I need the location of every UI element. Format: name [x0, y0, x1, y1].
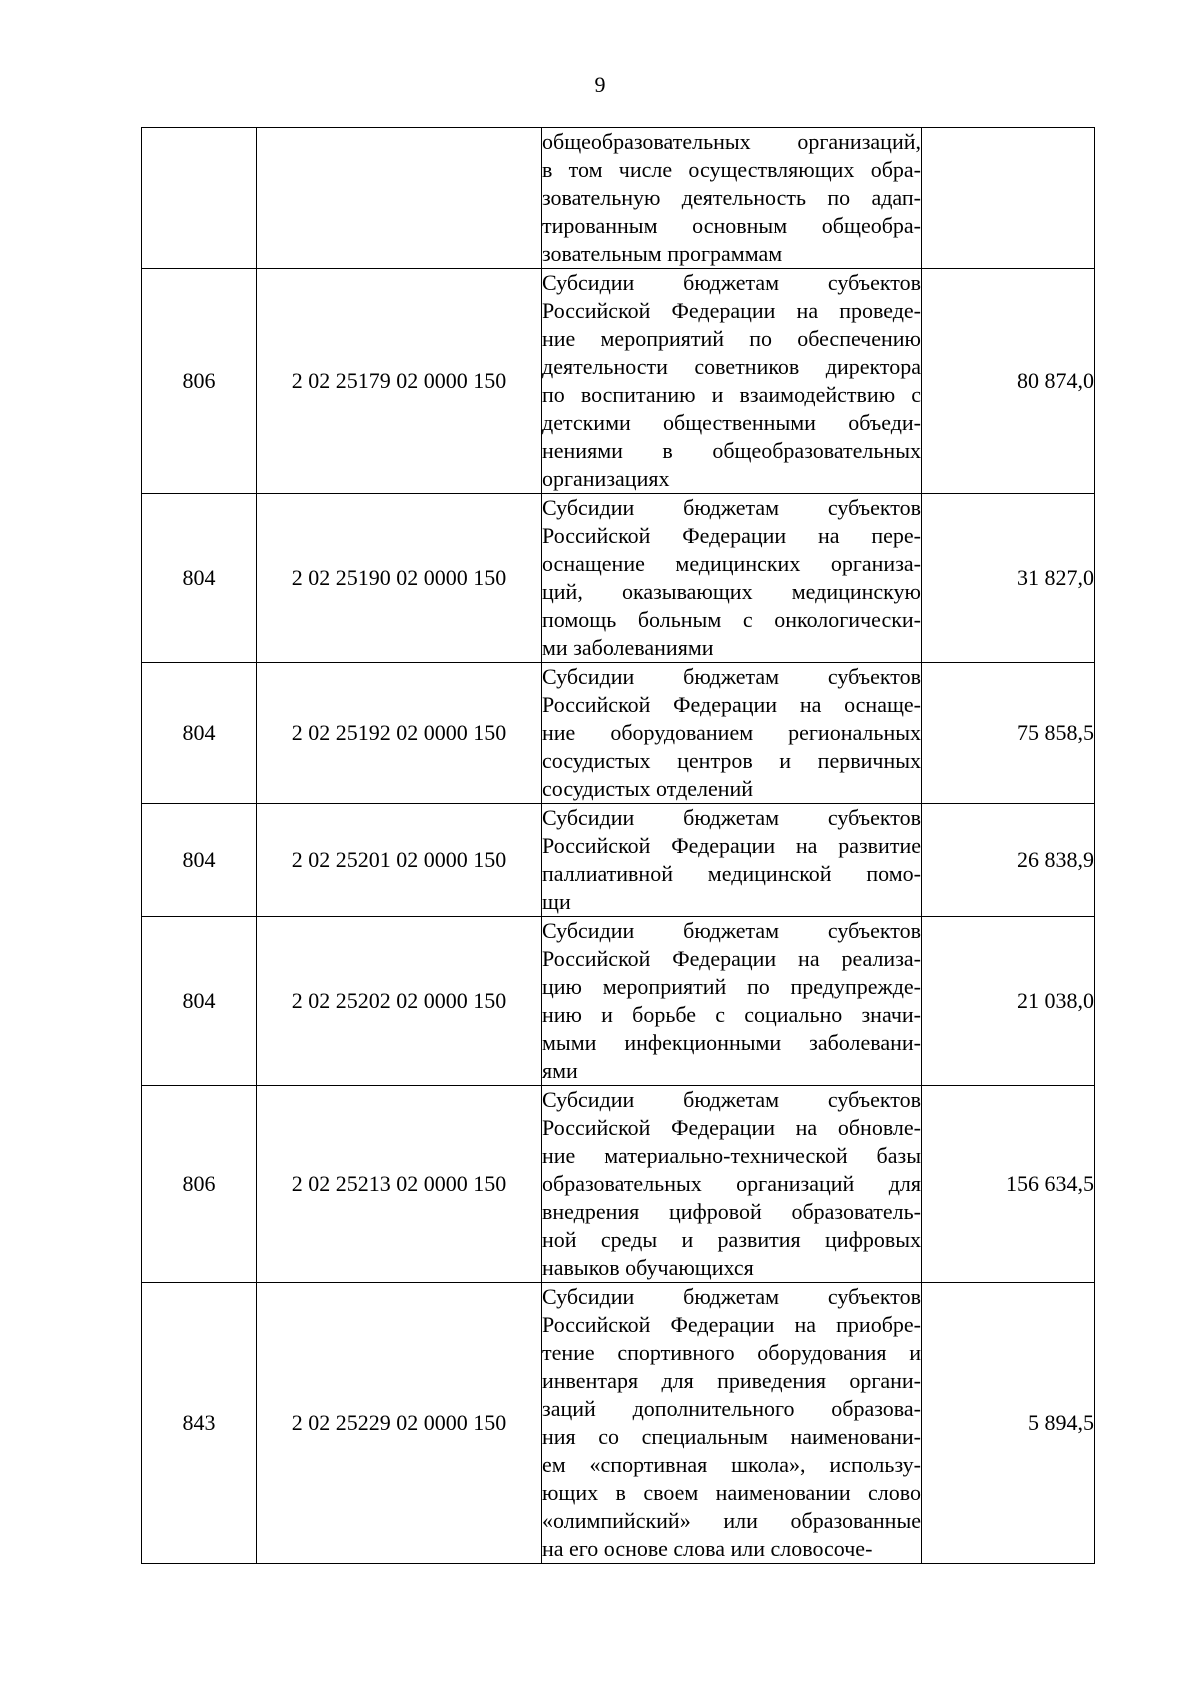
revenue-name-line: щи — [542, 889, 571, 914]
budget-classification-code-cell: 2 02 25229 02 0000 150 — [257, 1283, 542, 1564]
revenue-name-cell — [542, 128, 922, 269]
revenue-name-line: ем «спортивная школа», использу- — [542, 1452, 921, 1477]
revenue-name-line: нию и борьбе с социально значи- — [542, 1002, 921, 1027]
revenue-name-line: ние мероприятий по обеспечению — [542, 326, 921, 351]
revenue-name-line: Субсидии бюджетам субъектов — [542, 495, 921, 520]
amount-cell: 80 874,0 — [922, 269, 1095, 494]
amount-cell — [922, 128, 1095, 269]
budget-classification-code-cell — [257, 128, 542, 269]
revenue-name-line: Субсидии бюджетам субъектов — [542, 664, 921, 689]
revenue-name-line: зовательным программам — [542, 241, 783, 266]
admin-code-cell: 804 — [142, 804, 257, 917]
revenue-name-line: оснащение медицинских организа- — [542, 551, 921, 576]
revenue-name-line: ями — [542, 1058, 578, 1083]
admin-code-cell: 806 — [142, 1086, 257, 1283]
revenue-name-line: навыков обучающихся — [542, 1255, 754, 1280]
revenue-name-line: по воспитанию и взаимодействию с — [542, 382, 921, 407]
revenue-name-line: внедрения цифровой образователь- — [542, 1199, 921, 1224]
revenue-name-line: ние материально-технической базы — [542, 1143, 921, 1168]
table-row — [142, 128, 1095, 269]
amount-cell: 26 838,9 — [922, 804, 1095, 917]
revenue-name-line: Российской Федерации на обновле- — [542, 1115, 921, 1140]
revenue-name-line: ния со специальным наименовани- — [542, 1424, 921, 1449]
revenue-name-line: Российской Федерации на пере- — [542, 523, 921, 548]
budget-classification-code-cell: 2 02 25202 02 0000 150 — [257, 917, 542, 1086]
amount-cell: 156 634,5 — [922, 1086, 1095, 1283]
table-row — [142, 494, 1095, 663]
revenue-name-line: Субсидии бюджетам субъектов — [542, 270, 921, 295]
revenue-name-line: Российской Федерации на оснаще- — [542, 692, 921, 717]
revenue-name-line: паллиативной медицинской помо- — [542, 861, 921, 886]
table-row — [142, 663, 1095, 804]
table-row — [142, 269, 1095, 494]
revenue-name-line: образовательных организаций для — [542, 1171, 921, 1196]
revenue-name-line: Российской Федерации на развитие — [542, 833, 921, 858]
table-row — [142, 804, 1095, 917]
admin-code-cell — [142, 128, 257, 269]
budget-classification-code-cell: 2 02 25213 02 0000 150 — [257, 1086, 542, 1283]
revenue-name-line: нениями в общеобразовательных — [542, 438, 921, 463]
revenue-name-line: ций, оказывающих медицинскую — [542, 579, 921, 604]
revenue-name-line: Российской Федерации на приобре- — [542, 1312, 921, 1337]
admin-code-cell: 804 — [142, 663, 257, 804]
revenue-name-line: организациях — [542, 466, 670, 491]
revenue-name-line: Российской Федерации на проведе- — [542, 298, 921, 323]
revenue-name-line: тированным основным общеобра- — [542, 213, 921, 238]
admin-code-cell: 806 — [142, 269, 257, 494]
revenue-name-cell — [542, 494, 922, 663]
amount-cell: 21 038,0 — [922, 917, 1095, 1086]
revenue-name-line: мыми инфекционными заболевани- — [542, 1030, 921, 1055]
revenue-name-line: ной среды и развития цифровых — [542, 1227, 921, 1252]
table-row — [142, 1283, 1095, 1564]
budget-classification-code-cell: 2 02 25201 02 0000 150 — [257, 804, 542, 917]
revenue-name-line: сосудистых центров и первичных — [542, 748, 921, 773]
revenue-name-line: Субсидии бюджетам субъектов — [542, 918, 921, 943]
revenue-name-line: помощь больным с онкологически- — [542, 607, 921, 632]
revenue-name-cell — [542, 917, 922, 1086]
revenue-name-cell — [542, 1086, 922, 1283]
table-row — [142, 1086, 1095, 1283]
revenue-name-line: общеобразовательных организаций, — [542, 129, 921, 154]
revenue-name-line: детскими общественными объеди- — [542, 410, 921, 435]
revenue-name-line: ющих в своем наименовании слово — [542, 1480, 921, 1505]
revenue-name-line: Российской Федерации на реализа- — [542, 946, 921, 971]
revenue-name-line: заций дополнительного образова- — [542, 1396, 921, 1421]
admin-code-cell: 804 — [142, 917, 257, 1086]
amount-cell: 75 858,5 — [922, 663, 1095, 804]
admin-code-cell: 843 — [142, 1283, 257, 1564]
page-number: 9 — [594, 72, 606, 97]
revenue-name-line: в том числе осуществляющих обра- — [542, 157, 921, 182]
revenue-name-cell — [542, 804, 922, 917]
revenue-name-line: ние оборудованием региональных — [542, 720, 921, 745]
revenue-name-line: инвентаря для приведения органи- — [542, 1368, 921, 1393]
revenue-name-line: тение спортивного оборудования и — [542, 1340, 921, 1365]
revenue-name-line: зовательную деятельность по адап- — [542, 185, 921, 210]
revenue-name-line: деятельности советников директора — [542, 354, 921, 379]
revenue-name-line: ми заболеваниями — [542, 635, 714, 660]
budget-classification-code-cell: 2 02 25179 02 0000 150 — [257, 269, 542, 494]
budget-classification-code-cell: 2 02 25192 02 0000 150 — [257, 663, 542, 804]
revenue-name-line: цию мероприятий по предупрежде- — [542, 974, 921, 999]
revenue-name-cell — [542, 269, 922, 494]
revenue-name-line: сосудистых отделений — [542, 776, 754, 801]
admin-code-cell: 804 — [142, 494, 257, 663]
revenue-name-cell — [542, 663, 922, 804]
revenue-name-line: Субсидии бюджетам субъектов — [542, 1087, 921, 1112]
revenue-name-line: «олимпийский» или образованные — [542, 1508, 921, 1533]
table-row — [142, 917, 1095, 1086]
budget-classification-code-cell: 2 02 25190 02 0000 150 — [257, 494, 542, 663]
revenue-name-line: Субсидии бюджетам субъектов — [542, 805, 921, 830]
budget-revenue-table — [141, 127, 1095, 1564]
table-body — [142, 128, 1095, 1564]
revenue-name-line: на его основе слова или словосоче- — [542, 1536, 873, 1561]
revenue-name-line: Субсидии бюджетам субъектов — [542, 1284, 921, 1309]
revenue-name-cell — [542, 1283, 922, 1564]
amount-cell: 31 827,0 — [922, 494, 1095, 663]
amount-cell: 5 894,5 — [922, 1283, 1095, 1564]
